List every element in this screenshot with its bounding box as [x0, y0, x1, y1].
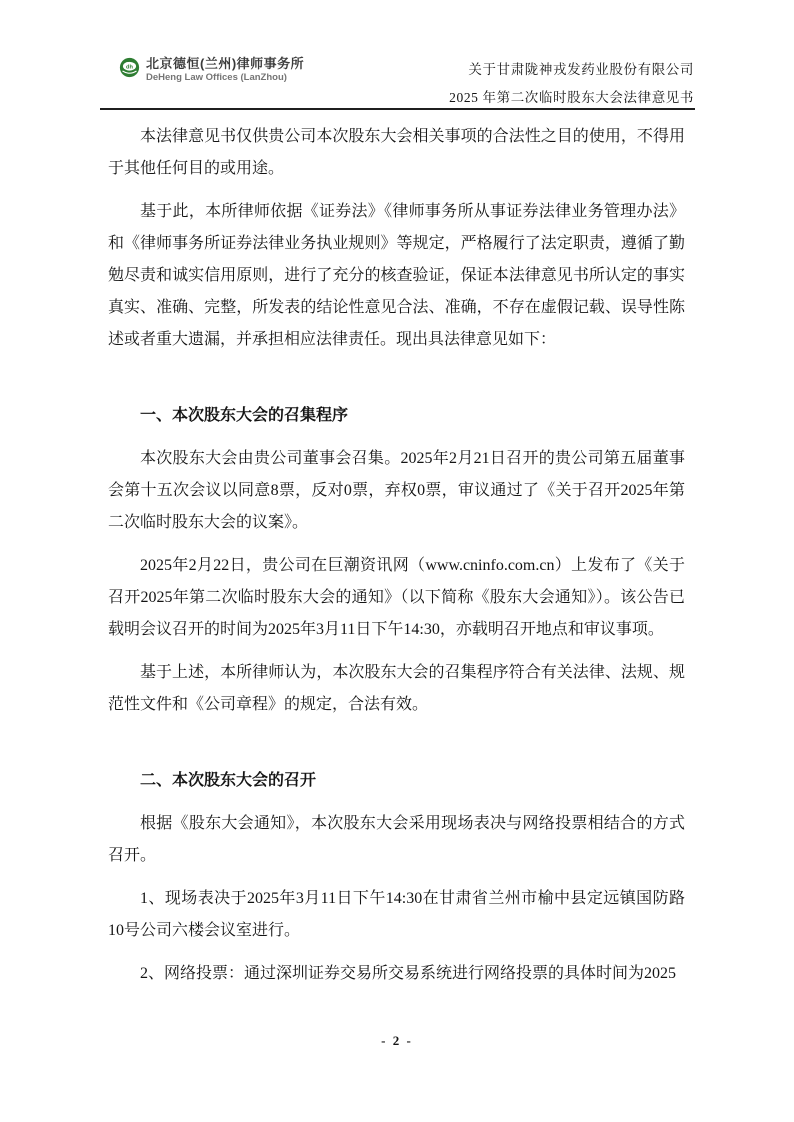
section-2-paragraph: 根据《股东大会通知》，本次股东大会采用现场表决与网络投票相结合的方式召开。: [108, 815, 685, 864]
section-2-paragraph: 2、网络投票：通过深圳证券交易所交易系统进行网络投票的具体时间为2025: [140, 965, 677, 982]
firm-name-en: DeHeng Law Offices (LanZhou): [146, 72, 287, 83]
section-1-paragraph: 本次股东大会由贵公司董事会召集。2025年2月21日召开的贵公司第五届董事会第十五次会议以同意8票，反对0票，弃权0票，审议通过了《关于召开2025年第二次临时股东大会的议案》。: [108, 450, 685, 531]
page-number: - 2 -: [381, 1033, 413, 1048]
section-1-paragraph: 基于上述，本所律师认为，本次股东大会的召集程序符合有关法律、法规、规范性文件和《公司章程》的规定，合法有效。: [108, 664, 685, 713]
document-header-title: [449, 62, 694, 105]
svg-text:dh: dh: [126, 64, 133, 71]
section-2-heading: 二、本次股东大会的召开: [140, 772, 317, 789]
intro-paragraph: 本法律意见书仅供贵公司本次股东大会相关事项的合法性之目的使用，不得用于其他任何目的或用途。: [108, 128, 685, 177]
doc-title-line2: 2025 年第二次临时股东大会法律意见书: [449, 90, 694, 105]
section-1-heading: 一、本次股东大会的召集程序: [140, 407, 349, 424]
firm-name-zh: 北京德恒(兰州)律师事务所: [146, 56, 305, 71]
document-body: [108, 121, 685, 1001]
law-firm-brand: [119, 56, 304, 84]
section-1-paragraph: 2025年2月22日，贵公司在巨潮资讯网（www.cninfo.com.cn）上发布了《关于召开2025年第二次临时股东大会的通知》（以下简称《股东大会通知》）。该公告已载明会议召开的时间为2025年3月11日下午14:30，亦载明召开地点和审议事项。: [108, 557, 685, 638]
deheng-logo-icon: [119, 57, 140, 78]
doc-title-line1: 关于甘肃陇神戎发药业股份有限公司: [468, 62, 694, 77]
header-divider: [100, 108, 695, 110]
law-firm-name-block: [146, 56, 304, 84]
intro-paragraph: 基于此，本所律师依据《证券法》《律师事务所从事证券法律业务管理办法》和《律师事务所证券法律业务执业规则》等规定，严格履行了法定职责，遵循了勤勉尽责和诚实信用原则，进行了充分的核查验证，保证本法律意见书所认定的事实真实、准确、完整，所发表的结论性意见合法、准确，不存在虚假记载、误导性陈述或者重大遗漏，并承担相应法律责任。现出具法律意见如下：: [108, 203, 685, 348]
section-2-paragraph: 1、现场表决于2025年3月11日下午14:30在甘肃省兰州市榆中县定远镇国防路10号公司六楼会议室进行。: [108, 890, 685, 939]
